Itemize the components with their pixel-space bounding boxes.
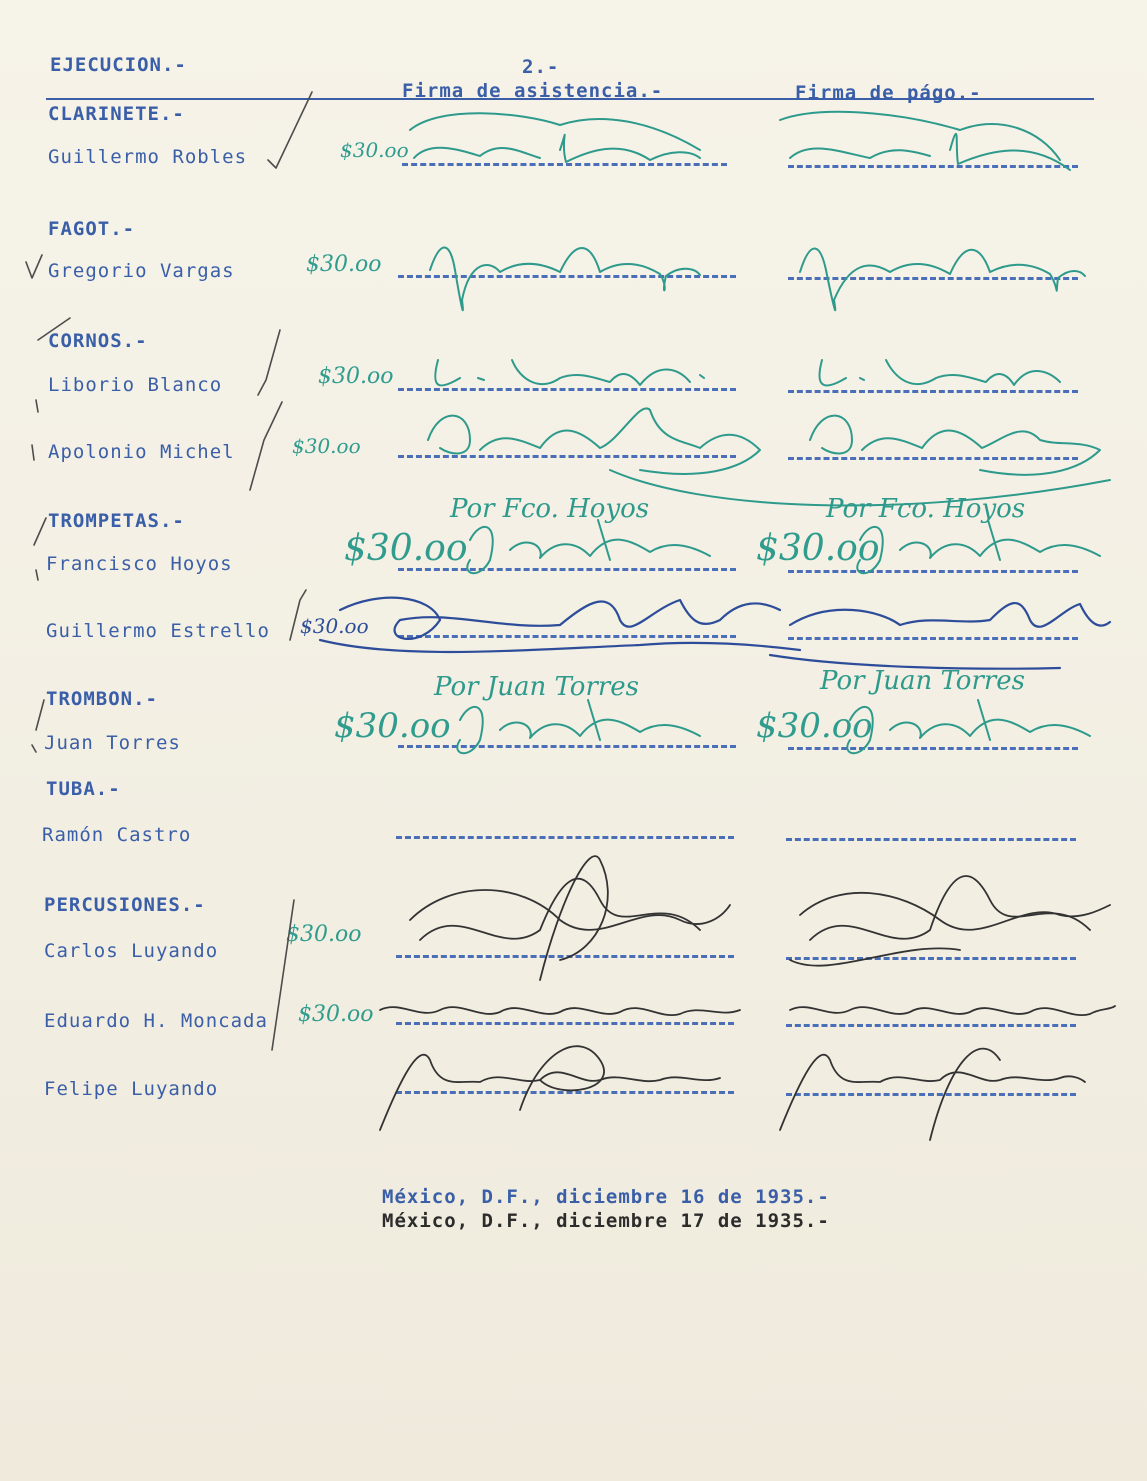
signature-line-attendance — [396, 1091, 734, 1094]
musician-name: Guillermo Robles — [48, 146, 248, 168]
signature-line-payment — [788, 747, 1078, 750]
header-rule — [46, 98, 1094, 100]
musician-name: Eduardo H. Moncada — [44, 1010, 268, 1032]
handwritten-proxy-note: Por Fco. Hoyos — [826, 494, 1026, 524]
signature-line-payment — [786, 1093, 1076, 1096]
musician-name: Gregorio Vargas — [48, 260, 235, 282]
signature-line-payment — [788, 165, 1078, 168]
column-header-payment: Firma de págo.- — [795, 82, 982, 104]
musician-name: Francisco Hoyos — [46, 553, 233, 575]
signature-line-payment — [788, 457, 1078, 460]
musician-name: Liborio Blanco — [48, 374, 223, 396]
signature-line-attendance — [398, 455, 736, 458]
handwritten-amount: $30.oo — [318, 364, 394, 389]
signature-line-attendance — [398, 635, 736, 638]
handwritten-amount: $30.oo — [306, 252, 382, 277]
signature-line-payment — [786, 838, 1076, 841]
signature-blanco — [435, 360, 1060, 385]
handwritten-amount: $30.oo — [298, 1002, 374, 1027]
signature-moncada — [380, 1006, 1115, 1015]
handwritten-amount: $30.oo — [340, 138, 409, 162]
handwritten-proxy-note: Por Juan Torres — [434, 672, 640, 702]
section-label-percusiones: PERCUSIONES.- — [44, 894, 206, 916]
handwritten-amount: $30.oo — [292, 434, 361, 458]
signature-estrello — [320, 598, 1110, 669]
musician-name: Guillermo Estrello — [46, 620, 270, 642]
signature-luyando-carlos — [410, 856, 1110, 980]
handwritten-amount-payment: $30.oo — [756, 706, 873, 746]
footer-date-typed-2: México, D.F., diciembre 17 de 1935.- — [382, 1210, 830, 1232]
footer-date-typed-1: México, D.F., diciembre 16 de 1935.- — [382, 1186, 830, 1208]
signature-line-payment — [788, 277, 1078, 280]
signature-line-payment — [788, 390, 1078, 393]
signature-line-attendance — [398, 275, 736, 278]
signature-robles — [410, 112, 1070, 170]
handwritten-amount: $30.oo — [300, 614, 369, 638]
musician-name: Carlos Luyando — [44, 940, 219, 962]
handwritten-amount: $30.oo — [286, 922, 362, 947]
handwritten-amount: $30.oo — [334, 706, 451, 746]
signature-line-payment — [788, 637, 1078, 640]
handwritten-amount-payment: $30.oo — [756, 528, 880, 569]
musician-name: Apolonio Michel — [48, 441, 235, 463]
signature-line-attendance — [396, 1022, 734, 1025]
handwritten-proxy-note: Por Juan Torres — [820, 666, 1026, 696]
section-title-ejecucion: EJECUCION.- — [50, 54, 187, 76]
page-number: 2.- — [522, 56, 560, 78]
section-label-trombon: TROMBON.- — [46, 688, 158, 710]
musician-name: Felipe Luyando — [44, 1078, 219, 1100]
section-label-tuba: TUBA.- — [46, 778, 121, 800]
signature-line-payment — [786, 1024, 1076, 1027]
handwritten-amount: $30.oo — [344, 528, 468, 569]
section-label-clarinete: CLARINETE.- — [48, 103, 185, 125]
signature-line-attendance — [398, 388, 736, 391]
handwritten-proxy-note: Por Fco. Hoyos — [450, 494, 650, 524]
section-label-cornos: CORNOS.- — [48, 330, 148, 352]
section-label-trompetas: TROMPETAS.- — [48, 510, 185, 532]
column-header-attendance: Firma de asistencia.- — [402, 80, 664, 102]
signature-line-attendance — [396, 836, 734, 839]
musician-name: Ramón Castro — [42, 824, 192, 846]
signature-line-payment — [788, 570, 1078, 573]
signature-line-payment — [786, 957, 1076, 960]
musician-name: Juan Torres — [44, 732, 181, 754]
section-label-fagot: FAGOT.- — [48, 218, 136, 240]
signature-line-attendance — [396, 955, 734, 958]
signature-line-attendance — [402, 163, 727, 166]
